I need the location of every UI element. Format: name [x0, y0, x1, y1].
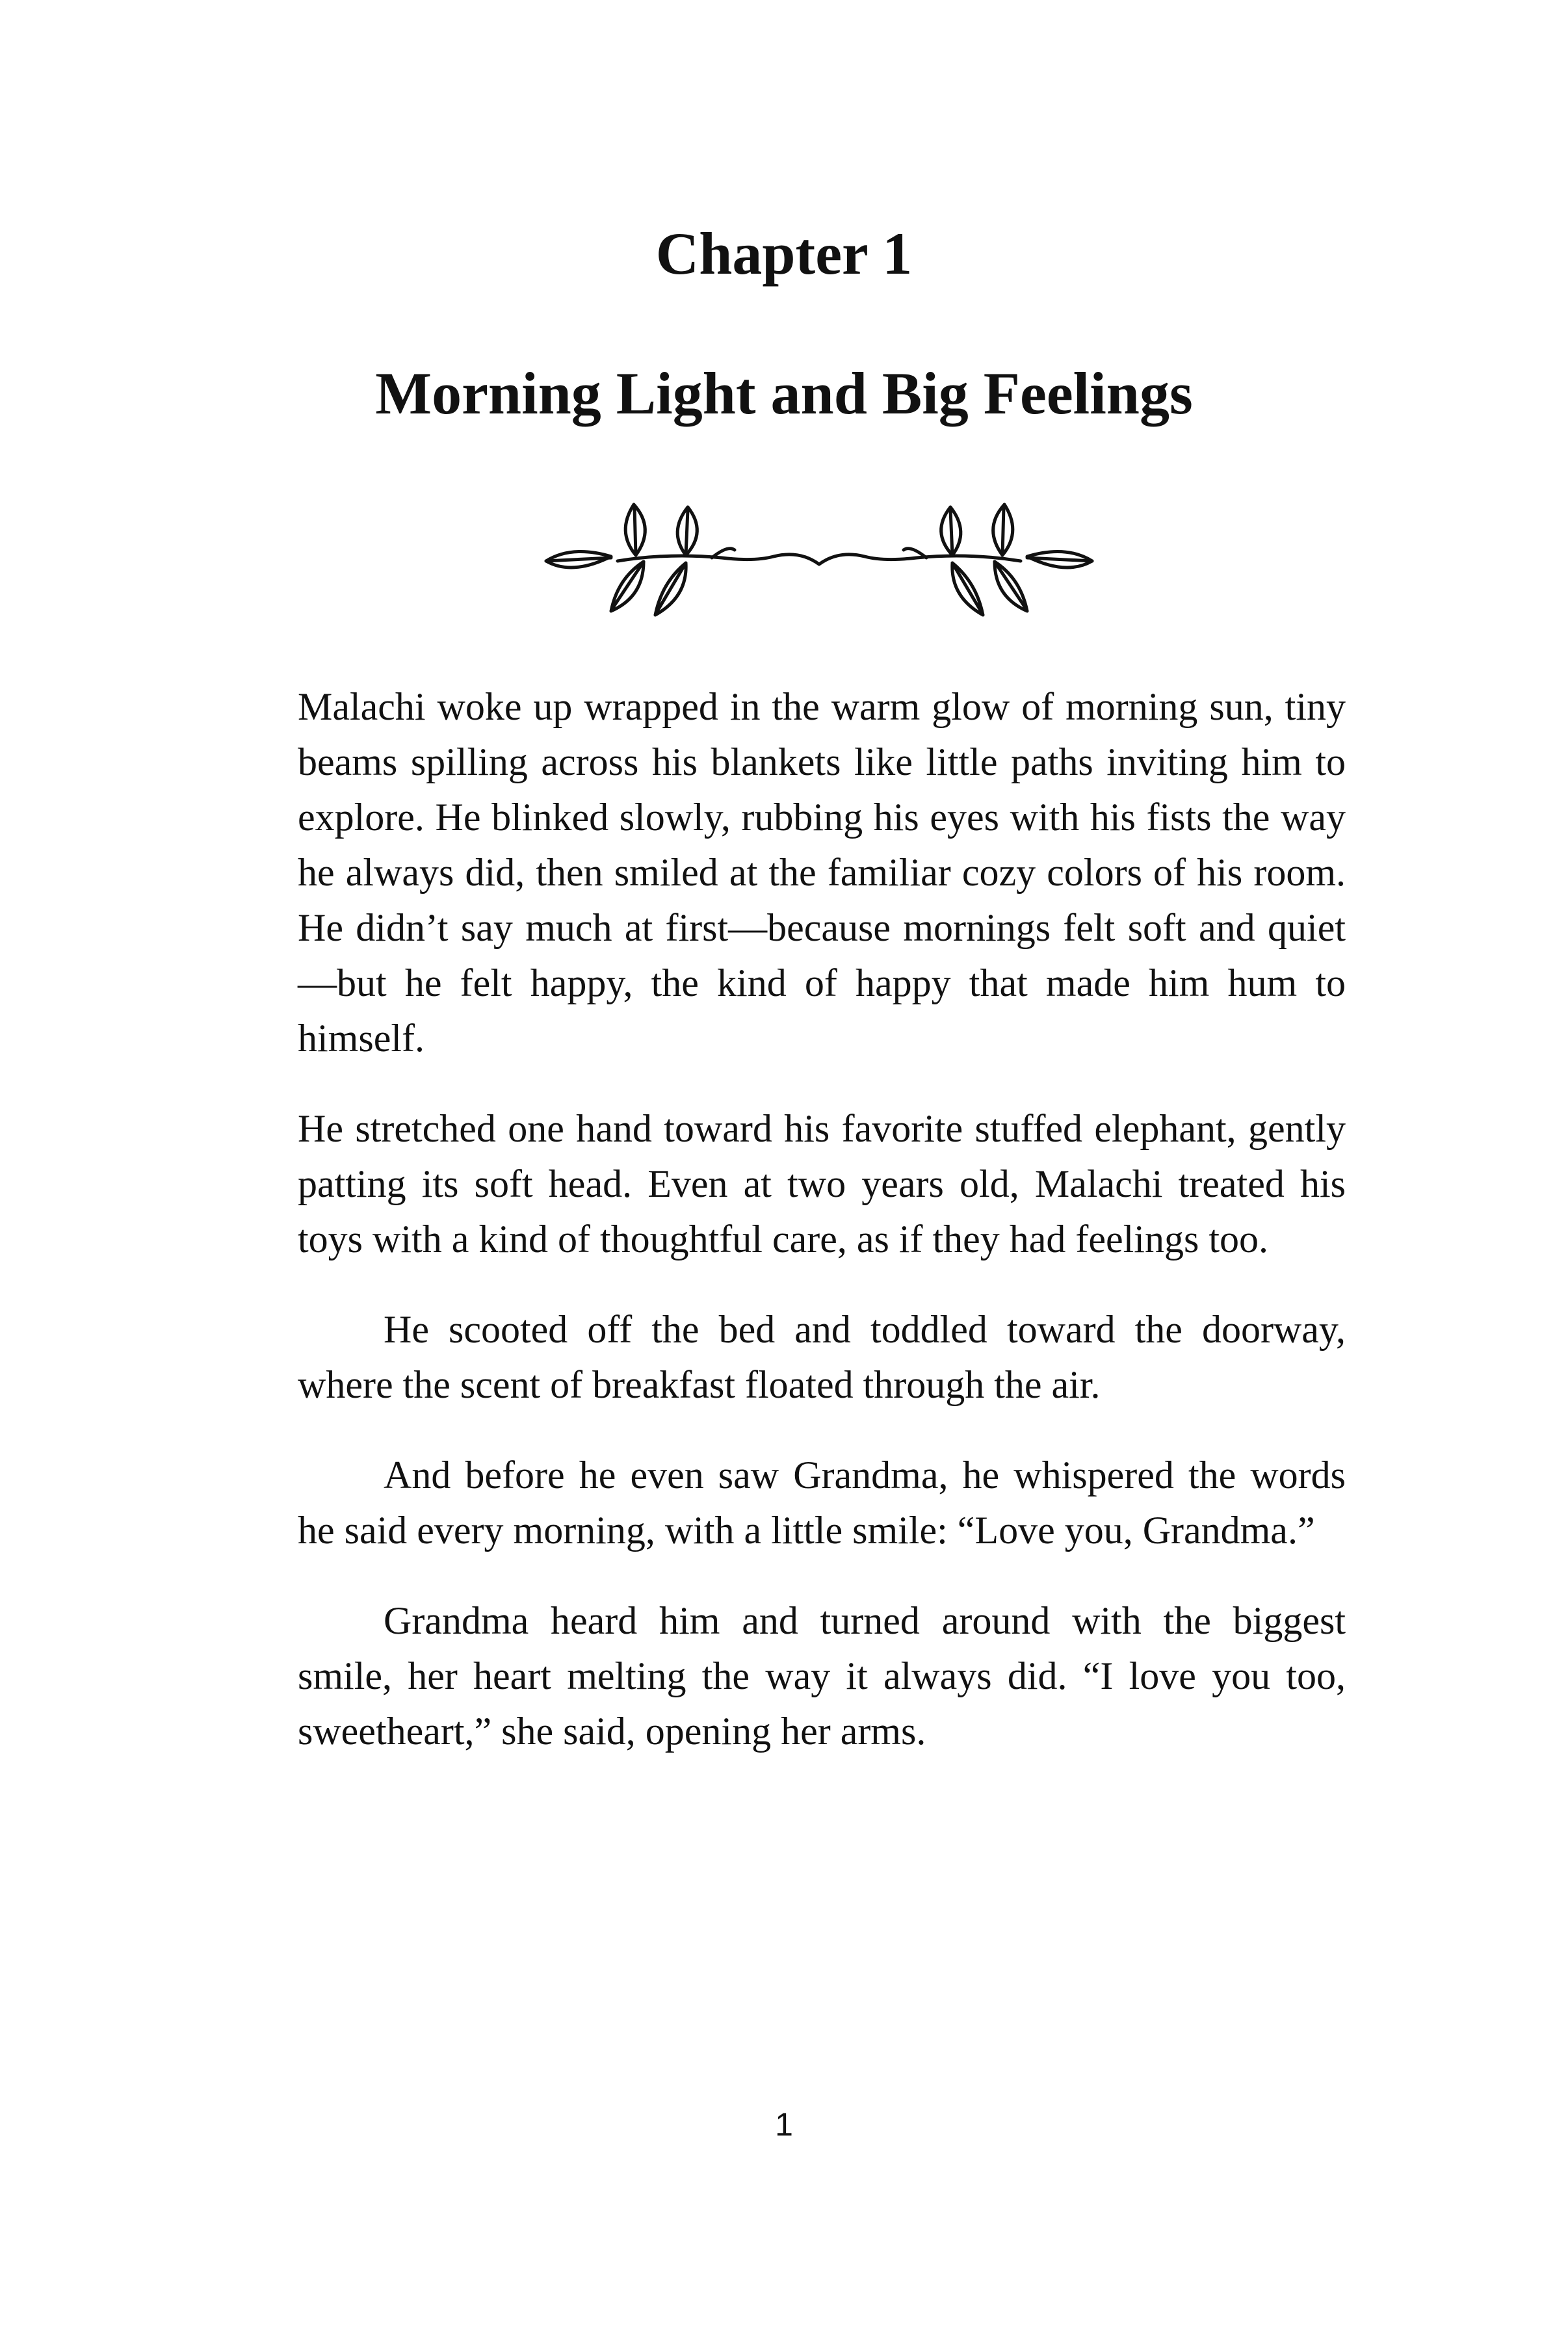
paragraph: Malachi woke up wrapped in the warm glow of morning sun, tiny beams spilling across his blankets like little paths inviting him to explore. He blinked slowly, rubbing his eyes with his fists the way he always did, then smiled at the familiar cozy colors of his room. He didn’t say much at first—because mornings felt soft and quiet—but he felt happy, the kind of happy that made him hum to himself.: [298, 685, 1346, 1060]
chapter-title: Morning Light and Big Feelings: [375, 360, 1193, 426]
chapter-body: [298, 679, 1346, 1794]
paragraph: And before he even saw Grandma, he whispered the words he said every morning, with a little smile: “Love you, Grandma.”: [298, 1454, 1346, 1552]
leafy-vine-divider-icon: [540, 499, 1099, 629]
paragraph: He stretched one hand toward his favorite stuffed elephant, gently patting its soft head. Even at two years old, Malachi treated his toys with a kind of thoughtful care, as if they had feelings too.: [298, 1107, 1346, 1261]
page-number: 1: [775, 2106, 793, 2143]
paragraph: He scooted off the bed and toddled toward the doorway, where the scent of breakfast floated through the air.: [298, 1308, 1346, 1406]
paragraph: Grandma heard him and turned around with the biggest smile, her heart melting the way it always did. “I love you too, sweetheart,” she said, opening her arms.: [298, 1599, 1346, 1753]
chapter-number: Chapter 1: [655, 220, 913, 287]
